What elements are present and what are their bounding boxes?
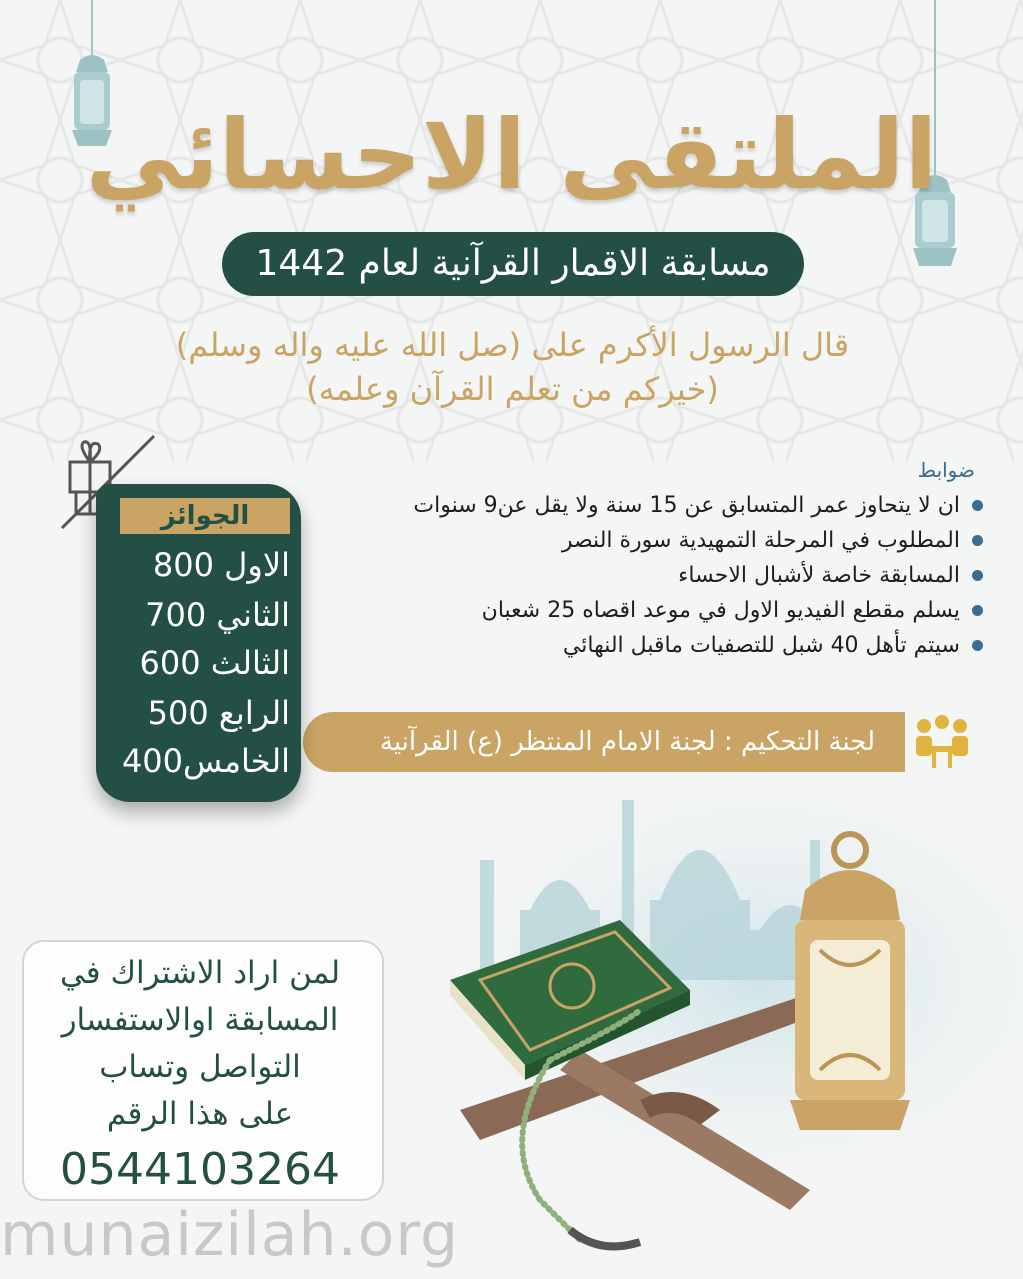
list-item: يسلم مقطع الفيديو الاول في موعد اقصاه 25 شعبان xyxy=(303,593,983,628)
prize-first: الاول 800 xyxy=(152,546,290,584)
bullet-icon xyxy=(972,640,983,651)
contact-line1: لمن اراد الاشتراك في xyxy=(59,955,341,991)
prize-third: الثالث 600 xyxy=(139,644,290,682)
prize-fourth: الرابع 500 xyxy=(147,694,290,732)
committee-icon xyxy=(910,712,974,772)
list-item: سيتم تأهل 40 شبل للتصفيات ماقبل النهائي xyxy=(303,628,983,663)
watermark: munaizilah.org xyxy=(0,1200,460,1270)
committee-banner: لجنة التحكيم : لجنة الامام المنتظر (ع) القرآنية xyxy=(303,712,905,772)
bullet-icon xyxy=(972,500,983,511)
bullet-icon xyxy=(972,535,983,546)
prize-fifth: الخامس400 xyxy=(121,742,290,780)
prize-second: الثاني 700 xyxy=(145,596,290,634)
bullet-icon xyxy=(972,605,983,616)
rules-list xyxy=(303,488,983,663)
phone-number[interactable]: 0544103264 xyxy=(60,1144,340,1195)
list-item: المسابقة خاصة لأشبال الاحساء xyxy=(303,558,983,593)
contact-line2: المسابقة اوالاستفسار xyxy=(61,1002,339,1038)
quran-illustration xyxy=(400,780,1023,1260)
contact-line4: على هذا الرقم xyxy=(106,1096,294,1132)
subtitle-banner: مسابقة الاقمار القرآنية لعام 1442 xyxy=(222,232,804,296)
page-title: الملتقى الاحسائي xyxy=(85,99,938,211)
list-item: المطلوب في المرحلة التمهيدية سورة النصر xyxy=(303,523,983,558)
list-item: ان لا يتحاوز عمر المتسابق عن 15 سنة ولا يقل عن9 سنوات xyxy=(303,488,983,523)
hadith-quote-line2: (خيركم من تعلم القرآن وعلمه) xyxy=(306,370,719,408)
contact-line3: التواصل وتساب xyxy=(99,1049,301,1085)
hadith-quote-line1: قال الرسول الأكرم على (صل الله عليه واله وسلم) xyxy=(175,326,850,364)
bullet-icon xyxy=(972,570,983,581)
prizes-heading: الجوائز xyxy=(120,498,290,534)
rules-heading: ضوابط xyxy=(917,458,975,482)
